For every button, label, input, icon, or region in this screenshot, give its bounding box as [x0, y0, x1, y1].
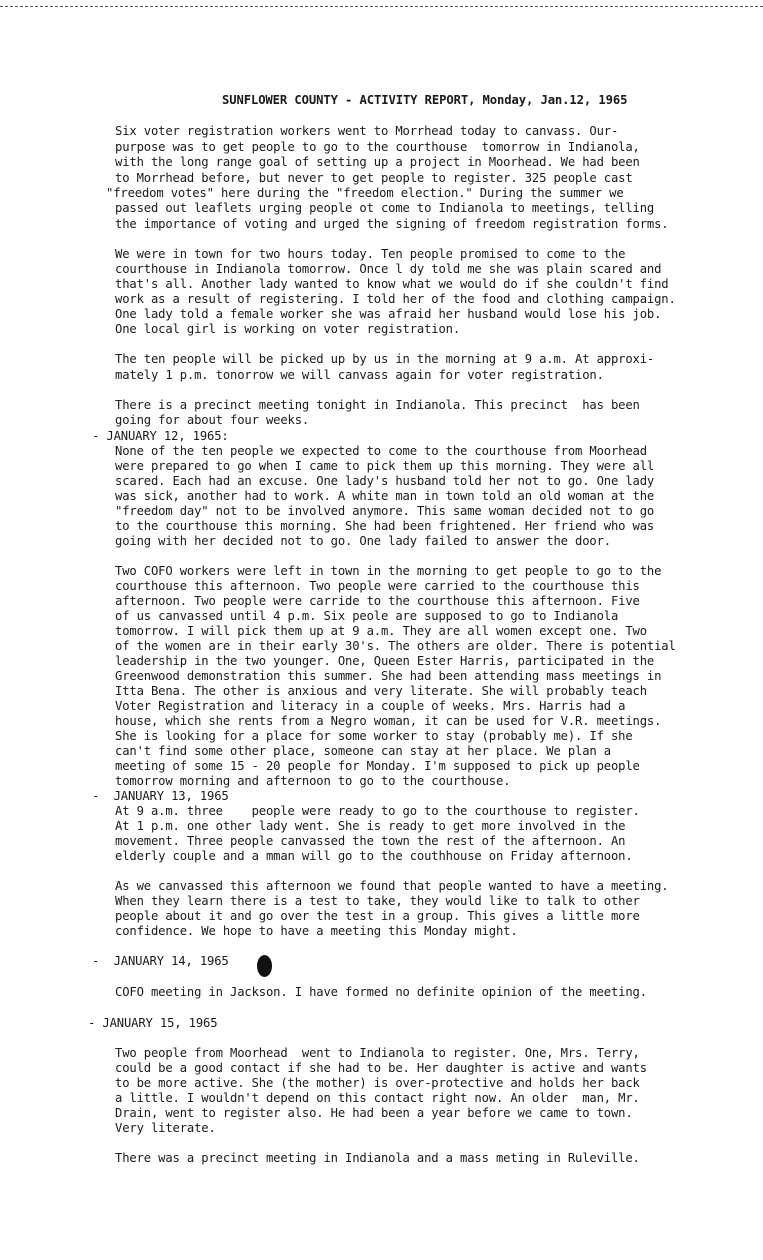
text-line: courthouse this afternoon. Two people were carried to the courthouse this	[115, 579, 640, 593]
text-line: to the courthouse this morning. She had been frightened. Her friend who was	[115, 519, 655, 533]
text-line: "freedom day" not to be involved anymore. This same woman decided not to go	[115, 504, 655, 518]
text-line: can't find some other place, someone can stay at her place. We plan a	[115, 744, 611, 758]
text-line: Voter Registration and literacy in a couple of weeks. Mrs. Harris had a	[115, 699, 626, 713]
text-line: Very literate.	[115, 1121, 216, 1135]
text-line: movement. Three people canvassed the town the rest of the afternoon. An	[115, 834, 626, 848]
text-line: We were in town for two hours today. Ten people promised to come to the	[115, 247, 626, 261]
text-line: - JANUARY 12, 1965:	[92, 429, 229, 443]
text-line: meeting of some 15 - 20 people for Monday. I'm supposed to pick up people	[115, 759, 640, 773]
text-line: a little. I wouldn't depend on this contact right now. An older man, Mr.	[115, 1091, 640, 1105]
text-line: At 9 a.m. three people were ready to go to the courthouse to register.	[115, 804, 640, 818]
text-line: Two COFO workers were left in town in the morning to get people to go to the	[115, 564, 662, 578]
text-line: The ten people will be picked up by us in the morning at 9 a.m. At approxi-	[115, 352, 655, 366]
text-line: purpose was to get people to go to the courthouse tomorrow in Indianola,	[115, 140, 640, 154]
text-line: with the long range goal of setting up a project in Moorhead. We had been	[115, 155, 640, 169]
text-line: the importance of voting and urged the signing of freedom registration forms.	[115, 217, 669, 231]
text-line: - JANUARY 13, 1965	[92, 789, 229, 803]
text-line: house, which she rents from a Negro woman, it can be used for V.R. meetings.	[115, 714, 662, 728]
text-line: passed out leaflets urging people ot come to Indianola to meetings, telling	[115, 201, 655, 215]
text-line: "freedom votes" here during the "freedom election." During the summer we	[106, 186, 624, 200]
text-line: - JANUARY 14, 1965	[92, 954, 229, 968]
text-line: to be more active. She (the mother) is over-protective and holds her back	[115, 1076, 640, 1090]
text-line: going for about four weeks.	[115, 413, 310, 427]
text-line: going with her decided not to go. One lady failed to answer the door.	[115, 534, 611, 548]
text-line: work as a result of registering. I told her of the food and clothing campaign.	[115, 292, 676, 306]
text-line: of the women are in their early 30's. The others are older. There is potential	[115, 639, 676, 653]
text-line: afternoon. Two people were carride to the courthouse this afternoon. Five	[115, 594, 640, 608]
text-line: There was a precinct meeting in Indianola and a mass meting in Ruleville.	[115, 1151, 640, 1165]
text-line: One lady told a female worker she was afraid her husband would lose his job.	[115, 307, 662, 321]
text-line: that's all. Another lady wanted to know what we would do if she couldn't find	[115, 277, 669, 291]
text-line: Two people from Moorhead went to Indianola to register. One, Mrs. Terry,	[115, 1046, 640, 1060]
text-line: scared. Each had an excuse. One lady's husband told her not to go. One lady	[115, 474, 655, 488]
text-line: tomorrow. I will pick them up at 9 a.m. They are all women except one. Two	[115, 624, 647, 638]
text-line: leadership in the two younger. One, Queen Ester Harris, participated in the	[115, 654, 655, 668]
text-line: She is looking for a place for some worker to stay (probably me). If she	[115, 729, 633, 743]
text-line: As we canvassed this afternoon we found that people wanted to have a meeting.	[115, 879, 669, 893]
text-line: One local girl is working on voter registration.	[115, 322, 460, 336]
page-top-edge	[0, 6, 763, 7]
text-line: tomorrow morning and afternoon to go to the courthouse.	[115, 774, 511, 788]
text-line: confidence. We hope to have a meeting this Monday might.	[115, 924, 518, 938]
text-line: Drain, went to register also. He had been a year before we came to town.	[115, 1106, 633, 1120]
text-line: courthouse in Indianola tomorrow. Once l dy told me she was plain scared and	[115, 262, 662, 276]
text-line: - JANUARY 15, 1965	[88, 1016, 218, 1030]
text-line: to Morrhead before, but never to get people to register. 325 people cast	[115, 171, 633, 185]
ink-blot	[257, 955, 272, 977]
text-line: Greenwood demonstration this summer. She had been attending mass meetings in	[115, 669, 662, 683]
text-line: Itta Bena. The other is anxious and very literate. She will probably teach	[115, 684, 647, 698]
text-line: There is a precinct meeting tonight in Indianola. This precinct has been	[115, 398, 640, 412]
text-line: Six voter registration workers went to Morrhead today to canvass. Our-	[115, 124, 619, 138]
text-line: of us canvassed until 4 p.m. Six peole are supposed to go to Indianola	[115, 609, 619, 623]
report-title: SUNFLOWER COUNTY - ACTIVITY REPORT, Monday, Jan.12, 1965	[222, 93, 628, 107]
text-line: were prepared to go when I came to pick them up this morning. They were all	[115, 459, 655, 473]
text-line: COFO meeting in Jackson. I have formed no definite opinion of the meeting.	[115, 985, 647, 999]
text-line: was sick, another had to work. A white man in town told an old woman at the	[115, 489, 655, 503]
text-line: None of the ten people we expected to come to the courthouse from Moorhead	[115, 444, 647, 458]
text-line: At 1 p.m. one other lady went. She is ready to get more involved in the	[115, 819, 626, 833]
text-line: could be a good contact if she had to be. Her daughter is active and wants	[115, 1061, 647, 1075]
text-line: people about it and go over the test in a group. This gives a little more	[115, 909, 640, 923]
text-line: elderly couple and a mman will go to the couthhouse on Friday afternoon.	[115, 849, 633, 863]
text-line: mately 1 p.m. tonorrow we will canvass again for voter registration.	[115, 368, 604, 382]
text-line: When they learn there is a test to take, they would like to talk to other	[115, 894, 640, 908]
